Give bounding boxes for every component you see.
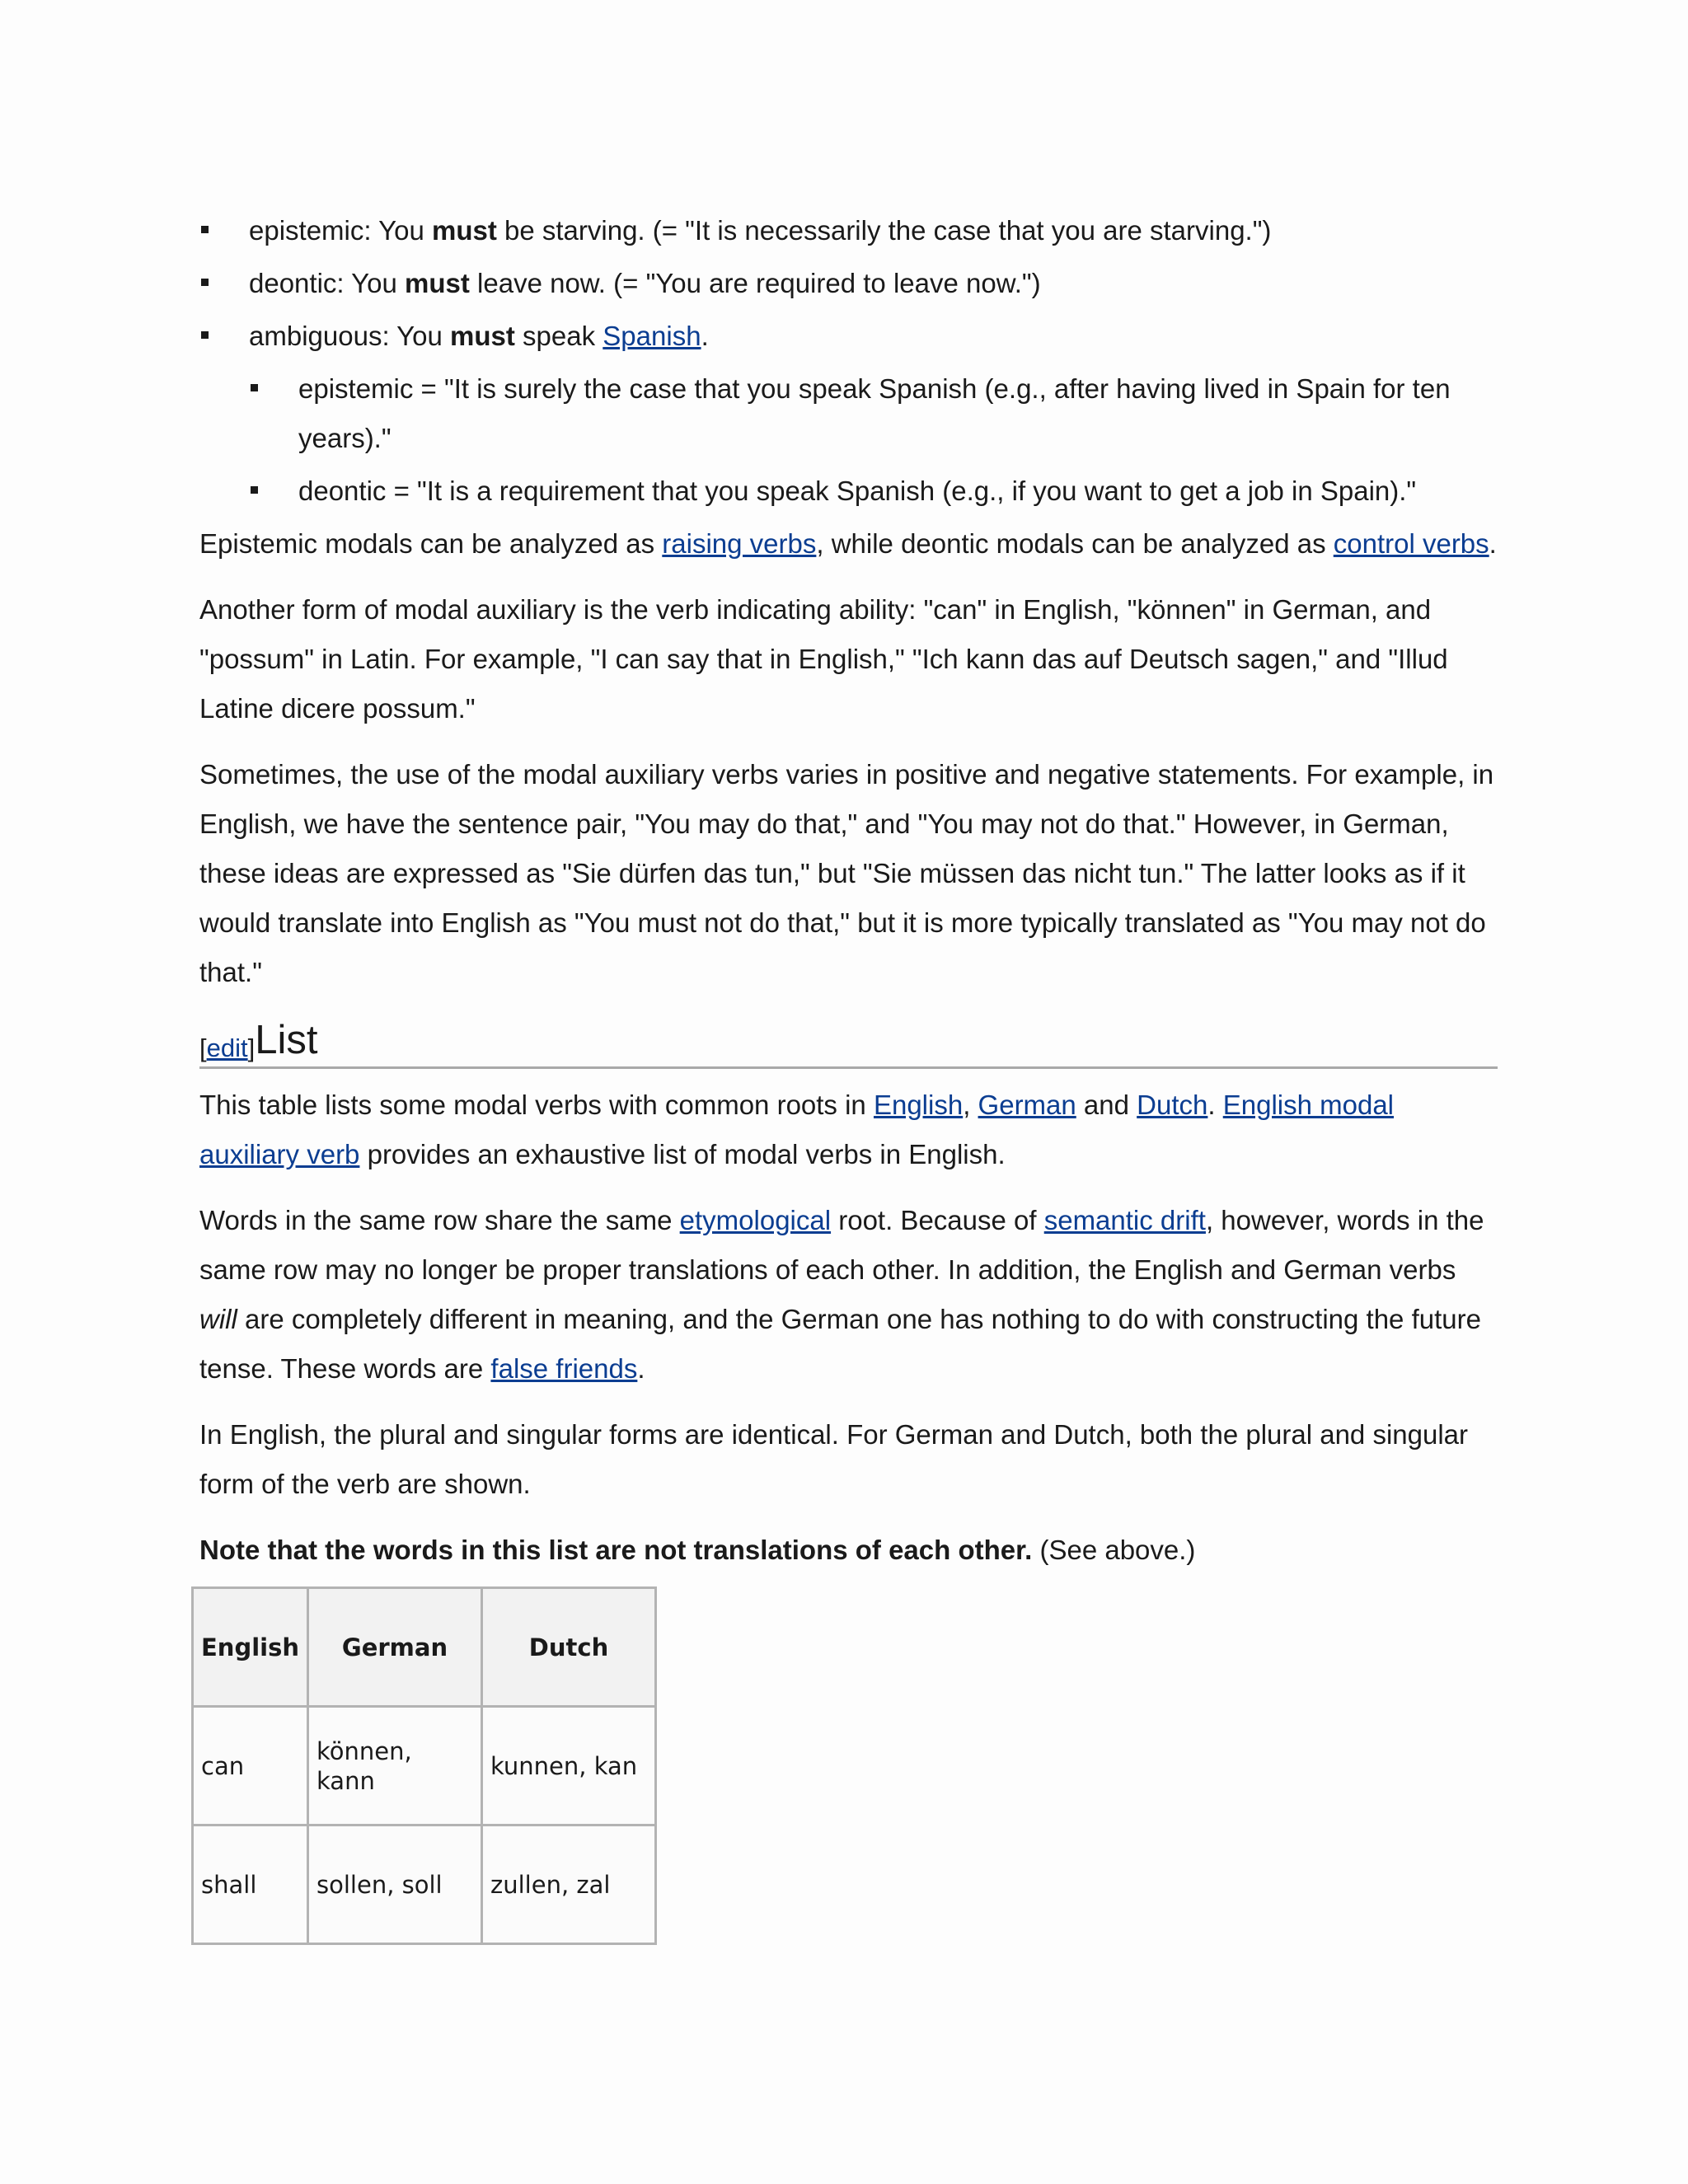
table-cell: can xyxy=(193,1707,308,1825)
edit-link[interactable]: edit xyxy=(206,1033,248,1062)
paragraph: Sometimes, the use of the modal auxiliary verbs varies in positive and negative statements. For example, in English, we have the sentence pair, "You may do that," and "You may not do that." However, in German, these ideas are expressed as "Sie dürfen das tun," but "Sie müssen das nicht tun." The latter looks as if it would translate into English as "You must not do that," but it is more typically translated as "You may not do that." xyxy=(199,759,1494,987)
note: Note that the words in this list are not translations of each other. (See above.) xyxy=(199,1535,1196,1565)
modal-examples-list xyxy=(199,206,1498,516)
paragraph: Another form of modal auxiliary is the verb indicating ability: "can" in English, "können" in German, and "possum" in Latin. For example, "I can say that in English," "Ich kann das auf Deutsch sagen," and "Illud Latine dicere possum." xyxy=(199,594,1448,724)
semantic-drift-link[interactable]: semantic drift xyxy=(1043,1205,1206,1235)
emphasis: must xyxy=(431,215,497,246)
list-item: deontic = "It is a requirement that you speak Spanish (e.g., if you want to get a job in Spain)." xyxy=(249,466,1498,516)
table-cell: kunnen, kan xyxy=(482,1707,656,1825)
list-item: epistemic = "It is surely the case that you speak Spanish (e.g., after having lived in Spain for ten years)." xyxy=(249,364,1498,463)
section-heading-list xyxy=(199,1014,1498,1069)
dutch-link[interactable]: Dutch xyxy=(1137,1090,1208,1120)
column-header: German xyxy=(308,1588,482,1707)
nested-list xyxy=(249,364,1498,516)
table-row xyxy=(193,1825,656,1944)
false-friends-link[interactable]: false friends xyxy=(490,1353,638,1384)
paragraph: This table lists some modal verbs with common roots in English, German and Dutch. English modal auxiliary verb provides an exhaustive list of modal verbs in English. xyxy=(199,1090,1395,1169)
edit-section: [edit] xyxy=(199,1033,256,1062)
list-item: epistemic: You must be starving. (= "It is necessarily the case that you are starving.") xyxy=(199,206,1498,255)
list-item: ambiguous: You must speak Spanish. epistemic = "It is surely the case that you speak Spanish (e.g., after having lived in Spain for ten years)." deontic = "It is a requirement that you speak Spanish (e.g., if you want to get a job in Spain)." xyxy=(199,312,1498,516)
section-title: List xyxy=(255,1018,318,1062)
table-header-row xyxy=(193,1588,656,1707)
english-link[interactable]: English xyxy=(873,1090,964,1120)
emphasis: will xyxy=(199,1304,237,1334)
column-header: Dutch xyxy=(482,1588,656,1707)
spanish-link[interactable]: Spanish xyxy=(603,321,701,351)
german-link[interactable]: German xyxy=(978,1090,1076,1120)
paragraph: Words in the same row share the same etymological root. Because of semantic drift, however, words in the same row may no longer be proper translations of each other. In addition, the English and German verbs will are completely different in meaning, and the German one has nothing to do with constructing the future tense. These words are false friends. xyxy=(199,1205,1484,1384)
emphasis: must xyxy=(450,321,515,351)
paragraph: Epistemic modals can be analyzed as raising verbs, while deontic modals can be analyzed as control verbs. xyxy=(199,528,1497,559)
table-cell: shall xyxy=(193,1825,308,1944)
table-cell: können, kann xyxy=(308,1707,482,1825)
column-header: English xyxy=(193,1588,308,1707)
raising-verbs-link[interactable]: raising verbs xyxy=(662,528,817,559)
paragraph: In English, the plural and singular forms are identical. For German and Dutch, both the plural and singular form of the verb are shown. xyxy=(199,1419,1469,1499)
english-modal-auxiliary-verb-link[interactable]: English modal auxiliary verb xyxy=(199,1090,1395,1169)
table-row xyxy=(193,1707,656,1825)
table-cell: zullen, zal xyxy=(482,1825,656,1944)
list-item: deontic: You must leave now. (= "You are required to leave now.") xyxy=(199,259,1498,308)
document-page xyxy=(199,206,1498,1945)
control-verbs-link[interactable]: control verbs xyxy=(1333,528,1489,559)
emphasis: must xyxy=(405,268,470,298)
table-cell: sollen, soll xyxy=(308,1825,482,1944)
modal-verbs-table xyxy=(191,1586,657,1945)
etymological-link[interactable]: etymological xyxy=(679,1205,832,1235)
